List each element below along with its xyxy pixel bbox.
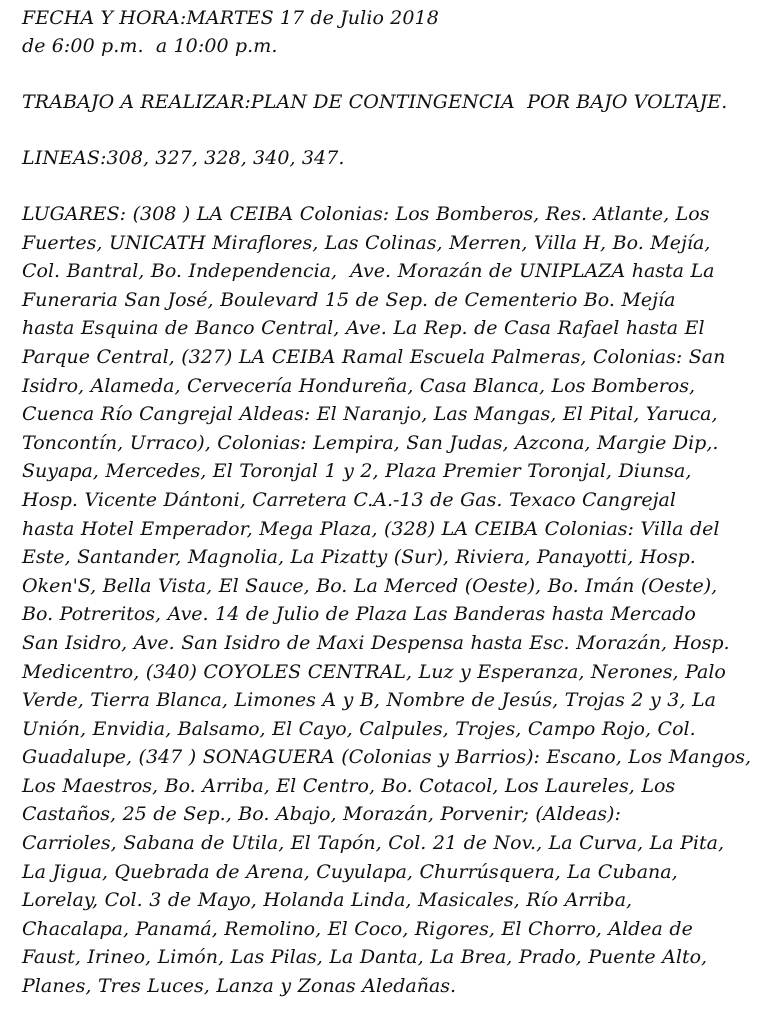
places-line: Fuertes, UNICATH Miraflores, Las Colinas, Merren, Villa H, Bo. Mejía,	[22, 231, 711, 254]
outage-notice	[22, 4, 762, 1001]
places-line: Toncontín, Urraco), Colonias: Lempira, San Judas, Azcona, Margie Dip,.	[22, 431, 719, 454]
places-line: Col. Bantral, Bo. Independencia, Ave. Morazán de UNIPLAZA hasta La	[22, 260, 715, 283]
places-line: Medicentro, (340) COYOLES CENTRAL, Luz y Esperanza, Nerones, Palo	[22, 660, 726, 683]
places-line: Funeraria San José, Boulevard 15 de Sep. de Cementerio Bo. Mejía	[22, 288, 676, 311]
lines-list: LINEAS:308, 327, 328, 340, 347.	[22, 147, 345, 169]
places-line: LUGARES: (308 ) LA CEIBA Colonias: Los Bomberos, Res. Atlante, Los	[22, 203, 710, 225]
places-line: Guadalupe, (347 ) SONAGUERA (Colonias y Barrios): Escano, Los Mangos,	[22, 746, 752, 769]
places-line: hasta Hotel Emperador, Mega Plaza, (328) LA CEIBA Colonias: Villa del	[22, 517, 720, 540]
places-line: Planes, Tres Luces, Lanza y Zonas Aledañas.	[22, 975, 457, 998]
places-line: Este, Santander, Magnolia, La Pizatty (Sur), Riviera, Panayotti, Hosp.	[22, 546, 696, 569]
places-line: San Isidro, Ave. San Isidro de Maxi Despensa hasta Esc. Morazán, Hosp.	[22, 631, 730, 654]
places-line: Suyapa, Mercedes, El Toronjal 1 y 2, Plaza Premier Toronjal, Diunsa,	[22, 460, 692, 483]
places-line: Chacalapa, Panamá, Remolino, El Coco, Rigores, El Chorro, Aldea de	[22, 917, 693, 940]
places-line: Los Maestros, Bo. Arriba, El Centro, Bo. Cotacol, Los Laureles, Los	[22, 774, 676, 797]
date-time-line: FECHA Y HORA:MARTES 17 de Julio 2018	[22, 7, 439, 29]
places-line: Carrioles, Sabana de Utila, El Tapón, Col. 21 de Nov., La Curva, La Pita,	[22, 832, 725, 855]
spacer	[22, 60, 762, 88]
places-line: Bo. Potreritos, Ave. 14 de Julio de Plaza Las Banderas hasta Mercado	[22, 603, 696, 626]
places-line: Hosp. Vicente Dántoni, Carretera C.A.-13 de Gas. Texaco Cangrejal	[22, 488, 676, 511]
places-paragraph	[22, 200, 762, 1001]
places-line: Parque Central, (327) LA CEIBA Ramal Escuela Palmeras, Colonias: San	[22, 345, 726, 368]
places-line: Unión, Envidia, Balsamo, El Cayo, Calpules, Trojes, Campo Rojo, Col.	[22, 717, 696, 740]
places-line: Isidro, Alameda, Cervecería Hondureña, Casa Blanca, Los Bomberos,	[22, 374, 696, 397]
spacer	[22, 172, 762, 200]
work-description-line: TRABAJO A REALIZAR:PLAN DE CONTINGENCIA POR BAJO VOLTAJE.	[22, 91, 728, 113]
places-line: Lorelay, Col. 3 de Mayo, Holanda Linda, Masicales, Río Arriba,	[22, 889, 633, 912]
spacer	[22, 116, 762, 144]
places-line: La Jigua, Quebrada de Arena, Cuyulapa, Churrúsquera, La Cubana,	[22, 860, 678, 883]
places-line: Faust, Irineo, Limón, Las Pilas, La Danta, La Brea, Prado, Puente Alto,	[22, 946, 708, 969]
places-line: Oken'S, Bella Vista, El Sauce, Bo. La Merced (Oeste), Bo. Imán (Oeste),	[22, 574, 718, 597]
places-line: Cuenca Río Cangrejal Aldeas: El Naranjo, Las Mangas, El Pital, Yaruca,	[22, 403, 718, 426]
places-line: Verde, Tierra Blanca, Limones A y B, Nombre de Jesús, Trojas 2 y 3, La	[22, 689, 716, 712]
places-line: hasta Esquina de Banco Central, Ave. La Rep. de Casa Rafael hasta El	[22, 317, 705, 340]
schedule-line: de 6:00 p.m. a 10:00 p.m.	[22, 35, 278, 57]
places-line: Castaños, 25 de Sep., Bo. Abajo, Morazán, Porvenir; (Aldeas):	[22, 803, 621, 826]
